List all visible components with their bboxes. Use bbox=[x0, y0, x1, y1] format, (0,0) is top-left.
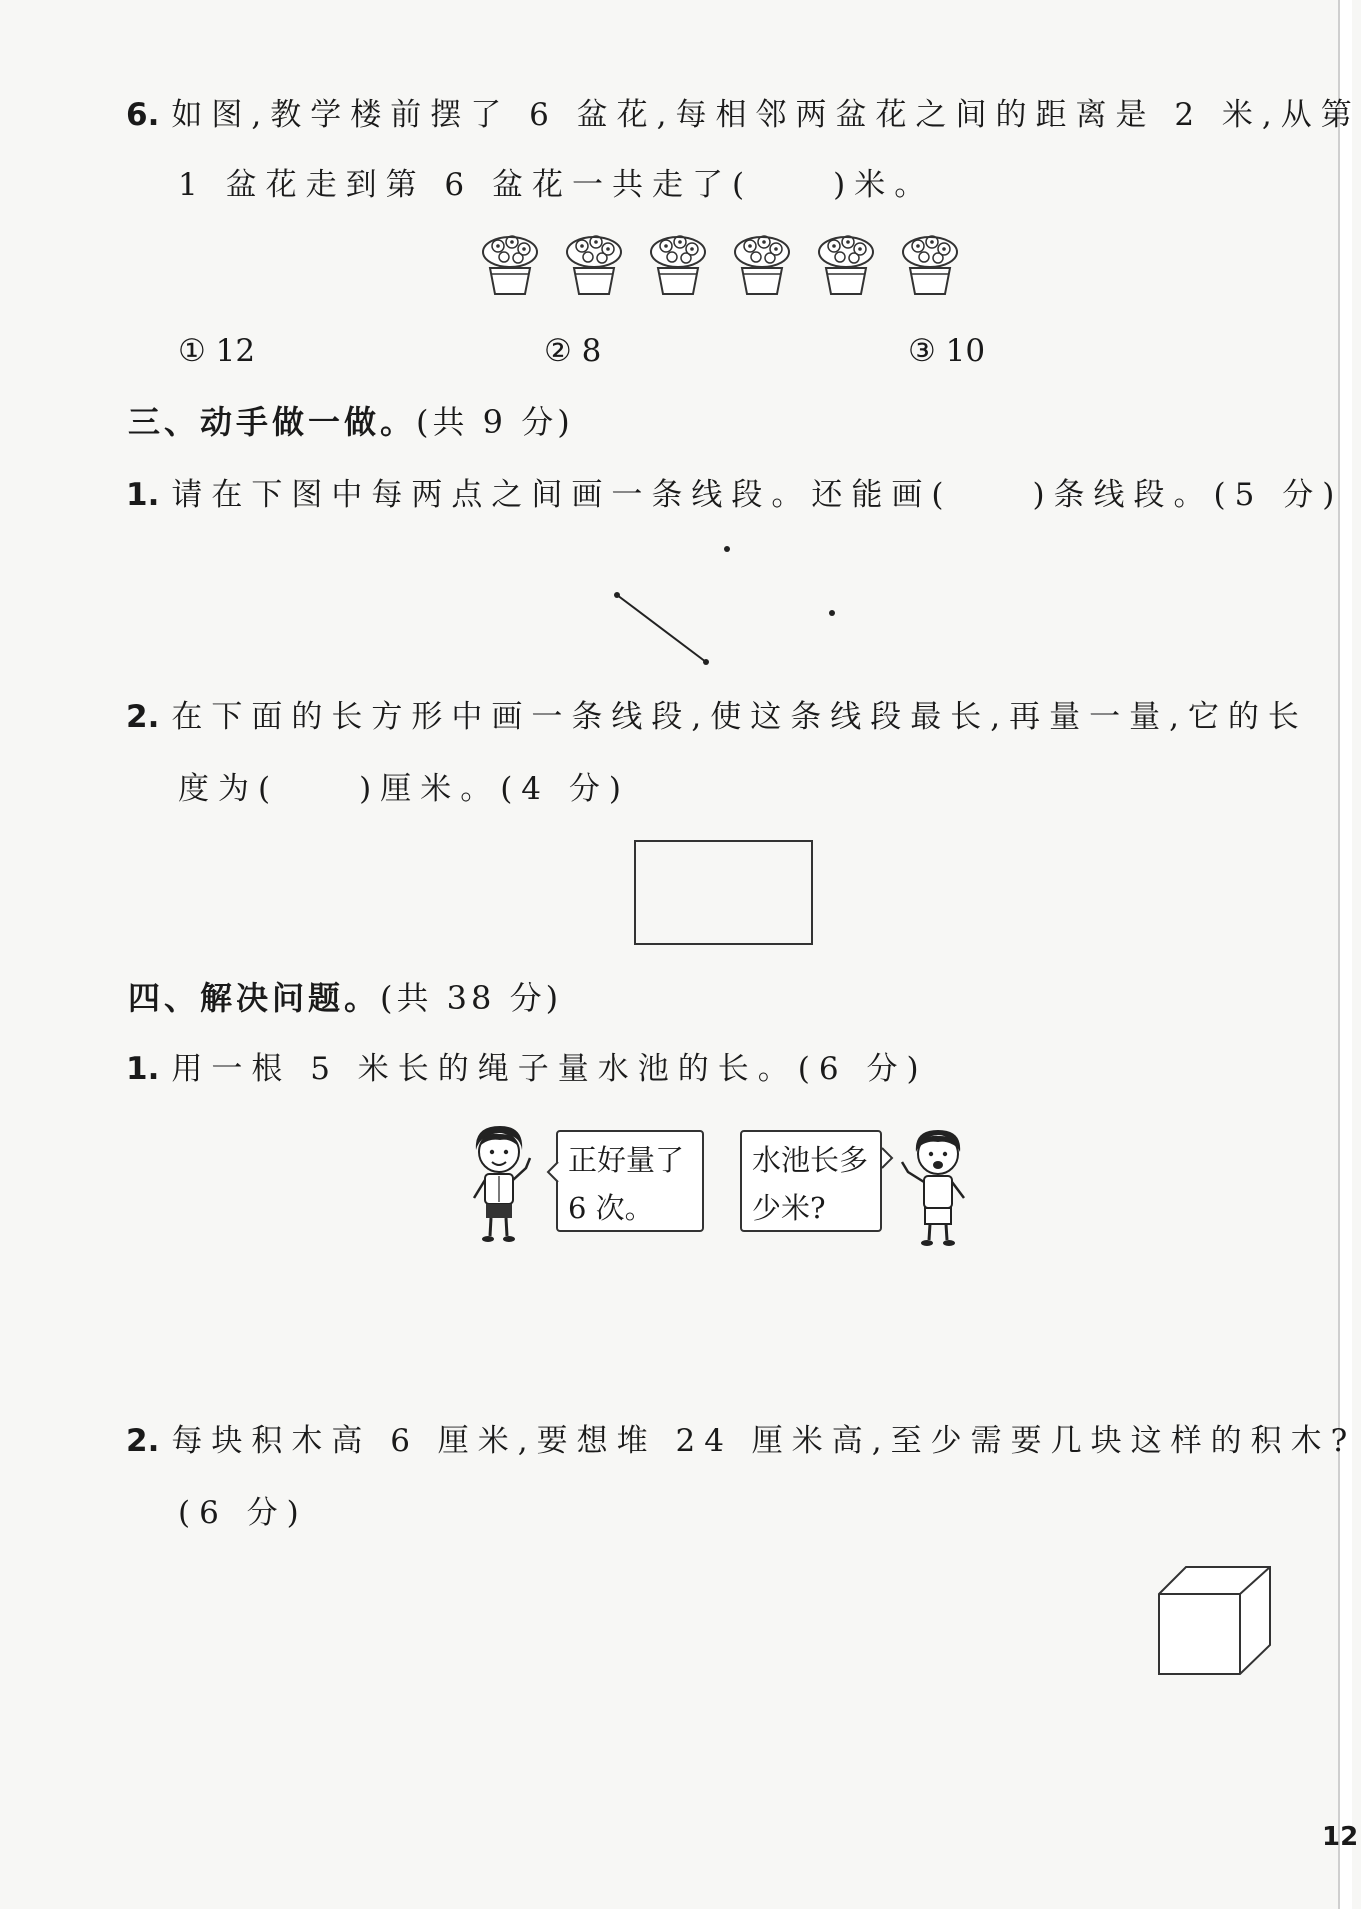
flower-pots-illustration bbox=[470, 232, 990, 302]
s3-q2-number: 2. bbox=[126, 699, 160, 735]
points-diagram[interactable] bbox=[600, 540, 840, 670]
s3-q1-text: 1. 请在下图中每两点之间画一条线段。还能画( )条线段。(5 分) bbox=[126, 477, 1344, 513]
q6-option-2[interactable]: ② 8 bbox=[544, 333, 602, 369]
point-right bbox=[829, 610, 835, 616]
flower-pot-icon bbox=[567, 236, 621, 294]
section3-heading: 三、动手做一做。(共 9 分) bbox=[128, 403, 574, 441]
s4-q1-number: 1. bbox=[126, 1051, 160, 1087]
s4-q1-text: 1. 用一根 5 米长的绳子量水池的长。(6 分) bbox=[126, 1051, 928, 1087]
flower-pot-icon bbox=[735, 236, 789, 294]
page-edge bbox=[1338, 0, 1352, 1909]
bubble-tail-left bbox=[546, 1160, 560, 1184]
q6-option-3[interactable]: ③ 10 bbox=[908, 333, 986, 369]
speech-bubble-right: 水池长多 少米? bbox=[740, 1130, 882, 1232]
s4-q2-line1: 2. 每块积木高 6 厘米,要想堆 24 厘米高,至少需要几块这样的积木? bbox=[126, 1423, 1357, 1459]
boy-right-illustration bbox=[896, 1124, 980, 1248]
s4-q2-line2: (6 分) bbox=[178, 1495, 308, 1531]
bubble-tail-right bbox=[880, 1146, 894, 1170]
s4-q2-number: 2. bbox=[126, 1423, 160, 1459]
flower-pot-icon bbox=[819, 236, 873, 294]
s3-q1-number: 1. bbox=[126, 477, 160, 513]
cube-block-icon bbox=[1156, 1564, 1274, 1676]
s3-q2-line2: 度为( )厘米。(4 分) bbox=[178, 771, 630, 807]
boy-left-illustration bbox=[460, 1120, 540, 1244]
q6-line2: 1 盆花走到第 6 盆花一共走了( )米。 bbox=[178, 167, 935, 203]
flower-pot-icon bbox=[483, 236, 537, 294]
flower-pot-icon bbox=[903, 236, 957, 294]
q6-line1: 6. 如图,教学楼前摆了 6 盆花,每相邻两盆花之间的距离是 2 米,从第 bbox=[126, 97, 1361, 133]
section4-heading: 四、解决问题。(共 38 分) bbox=[128, 979, 563, 1017]
speech-bubble-left: 正好量了 6 次。 bbox=[556, 1130, 704, 1232]
q6-option-1[interactable]: ① 12 bbox=[178, 333, 256, 369]
rectangle-diagram[interactable] bbox=[634, 840, 814, 946]
drawn-segment bbox=[617, 595, 706, 662]
point-top bbox=[724, 546, 730, 552]
page-number: 12 bbox=[1322, 1822, 1359, 1852]
s3-q2-line1: 2. 在下面的长方形中画一条线段,使这条线段最长,再量一量,它的长 bbox=[126, 699, 1308, 735]
q6-number: 6. bbox=[126, 97, 160, 133]
flower-pot-icon bbox=[651, 236, 705, 294]
